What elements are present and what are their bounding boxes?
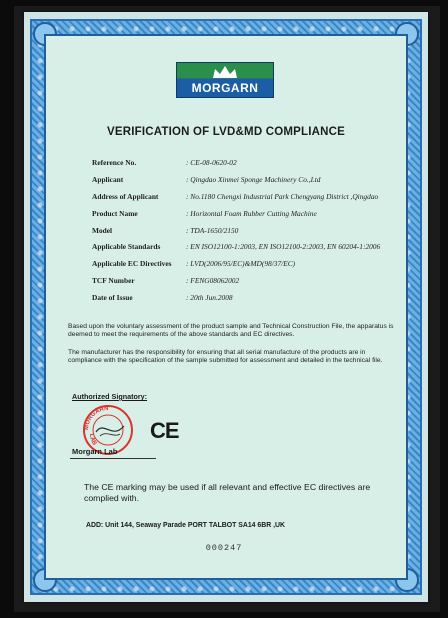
assessment-paragraph: Based upon the voluntary assessment of the product sample and Technical Construction File, the apparatus is deemed to meet the requirements of the above standards and EC directives. [68, 323, 394, 339]
field-value: : EN ISO12100-1:2003, EN ISO12100-2:2003, EN 60204-1:2006 [186, 242, 381, 252]
logo-text: MORGARN [191, 81, 259, 95]
crown-emblem-icon [211, 65, 239, 79]
field-label: Reference No. [92, 158, 137, 167]
details-table [92, 158, 392, 310]
field-row [92, 158, 392, 175]
field-row [92, 209, 392, 226]
certificate-title: VERIFICATION OF LVD&MD COMPLIANCE [106, 126, 346, 138]
responsibility-paragraph: The manufacturer has the responsibility for ensuring that all serial manufacture of the products are in compliance with the specification of the sample submitted for assessment and detailed in the technical file. [68, 349, 383, 365]
field-value: : No.1180 Chengxi Industrial Park Chengyang District ,Qingdao [186, 191, 379, 201]
stamp-bottom-text: LAB [87, 433, 98, 447]
field-row [92, 276, 392, 293]
field-value: : Horizontal Foam Rubber Cutting Machine [186, 208, 317, 218]
field-label: Applicable EC Directives [92, 259, 172, 269]
signatory-label: Authorized Signatory: [72, 392, 148, 401]
field-row [92, 242, 392, 259]
field-row [92, 192, 392, 209]
company-address: ADD: Unit 144, Seaway Parade PORT TALBOT SA14 6BR ,UK [86, 522, 285, 529]
field-value: : Qingdao Xinmei Sponge Machinery Co.,Ltd [186, 174, 321, 184]
field-value: : LVD(2006/95/EC)&MD(98/37/EC) [186, 259, 296, 269]
field-label: Address of Applicant [92, 191, 159, 201]
field-value: : CE-08-0620-02 [186, 158, 237, 167]
field-value: : FENG08062002 [186, 276, 240, 286]
field-label: TCF Number [92, 276, 135, 286]
field-row [92, 175, 392, 192]
svg-text:MORGARN [84, 406, 109, 430]
company-logo [176, 62, 274, 98]
field-value: : 20th Jun.2008 [186, 293, 233, 303]
field-label: Date of Issue [92, 293, 133, 303]
field-label: Product Name [92, 208, 138, 218]
field-label: Applicable Standards [92, 242, 161, 252]
field-row [92, 293, 392, 310]
field-row [92, 226, 392, 243]
stamp-top-text: MORGARN [83, 405, 109, 431]
field-row [92, 259, 392, 276]
ce-marking-note: The CE marking may be used if all relevant and effective EC directives are complied with. [84, 482, 371, 503]
serial-number: 000247 [205, 543, 243, 553]
field-label: Model [92, 225, 113, 235]
lab-name: Morgarn Lab [72, 447, 118, 456]
ce-mark-logo: CE [150, 418, 179, 443]
field-value: : TDA-1650/2150 [186, 225, 239, 235]
signature-line [70, 458, 156, 459]
field-label: Applicant [92, 174, 124, 184]
